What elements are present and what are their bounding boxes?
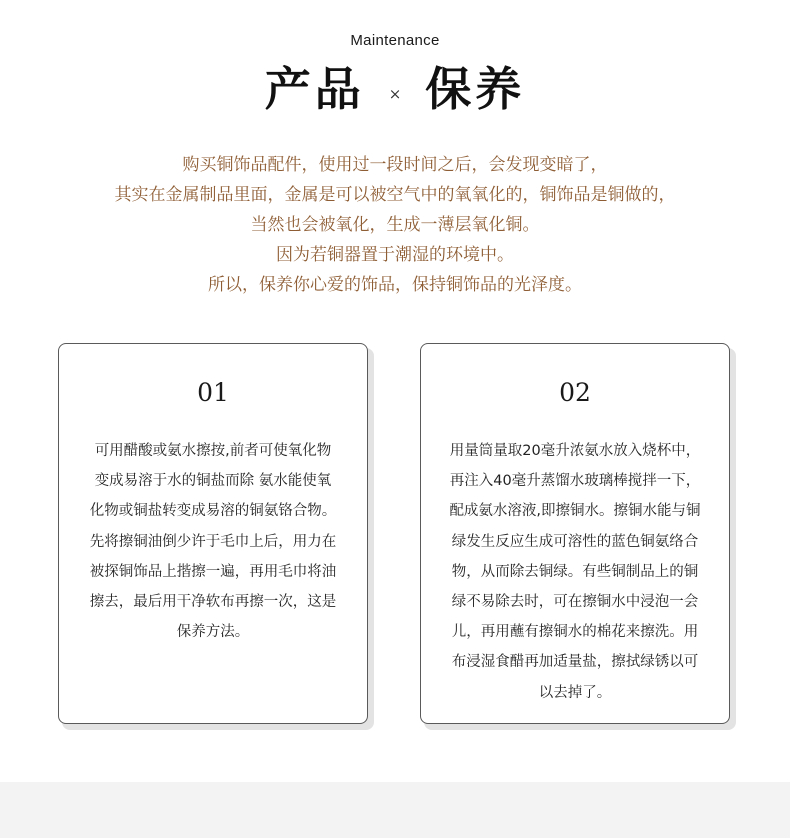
section-eyebrow: Maintenance bbox=[350, 32, 440, 49]
card-line: 化物或铜盐转变成易溶的铜氨铬合物。 bbox=[89, 503, 337, 520]
title-left: 产品 bbox=[264, 62, 365, 116]
card-line: 儿，再用蘸有擦铜水的棉花来擦洗。用 bbox=[451, 624, 699, 641]
intro-line: 所以，保养你心爱的饰品，保持铜饰品的光泽度。 bbox=[208, 275, 582, 295]
card-number: 02 bbox=[559, 378, 591, 407]
card-line: 布浸湿食醋再加适量盐，擦拭绿锈以可 bbox=[451, 654, 699, 671]
card-line: 被探铜饰品上揩擦一遍，再用毛巾将油 bbox=[89, 563, 337, 580]
title-right: 保养 bbox=[425, 62, 526, 116]
card-number: 01 bbox=[197, 378, 229, 407]
maintenance-card-01 bbox=[58, 343, 368, 724]
card-line: 配成氨水溶液,即擦铜水。擦铜水能与铜 bbox=[449, 503, 701, 520]
card-line: 先将擦铜油倒少许于毛巾上后，用力在 bbox=[89, 533, 337, 550]
card-line: 绿不易除去时，可在擦铜水中浸泡一会 bbox=[451, 594, 699, 611]
card-text bbox=[421, 436, 729, 708]
card-line: 再注入40毫升蒸馏水玻璃棒搅拌一下， bbox=[449, 473, 701, 490]
card-line: 保养方法。 bbox=[176, 624, 250, 641]
intro-line: 购买铜饰品配件，使用过一段时间之后，会发现变暗了， bbox=[182, 155, 608, 175]
title-separator: × bbox=[388, 85, 402, 103]
card-line: 以去掉了。 bbox=[538, 684, 612, 701]
footer-band bbox=[0, 782, 790, 838]
maintenance-card-02 bbox=[420, 343, 730, 724]
card-line: 绿发生反应生成可溶性的蓝色铜氨络合 bbox=[451, 533, 699, 550]
card-line: 物，从而除去铜绿。有些铜制品上的铜 bbox=[451, 563, 699, 580]
card-text bbox=[59, 436, 367, 647]
intro-line: 其实在金属制品里面，金属是可以被空气中的氧氧化的，铜饰品是铜做的， bbox=[114, 185, 676, 205]
card-line: 变成易溶于水的铜盐而除 氨水能使氧 bbox=[94, 473, 332, 490]
card-line: 可用醋酸或氨水擦按,前者可使氧化物 bbox=[94, 443, 332, 459]
card-line: 用量筒量取20毫升浓氨水放入烧杯中， bbox=[449, 443, 701, 459]
intro-line: 当然也会被氧化，生成一薄层氧化铜。 bbox=[250, 215, 540, 235]
intro-line: 因为若铜器置于潮湿的环境中。 bbox=[276, 245, 514, 265]
page-title bbox=[0, 56, 790, 116]
card-line: 擦去，最后用干净软布再擦一次，这是 bbox=[89, 594, 337, 611]
intro-paragraph bbox=[0, 150, 790, 300]
